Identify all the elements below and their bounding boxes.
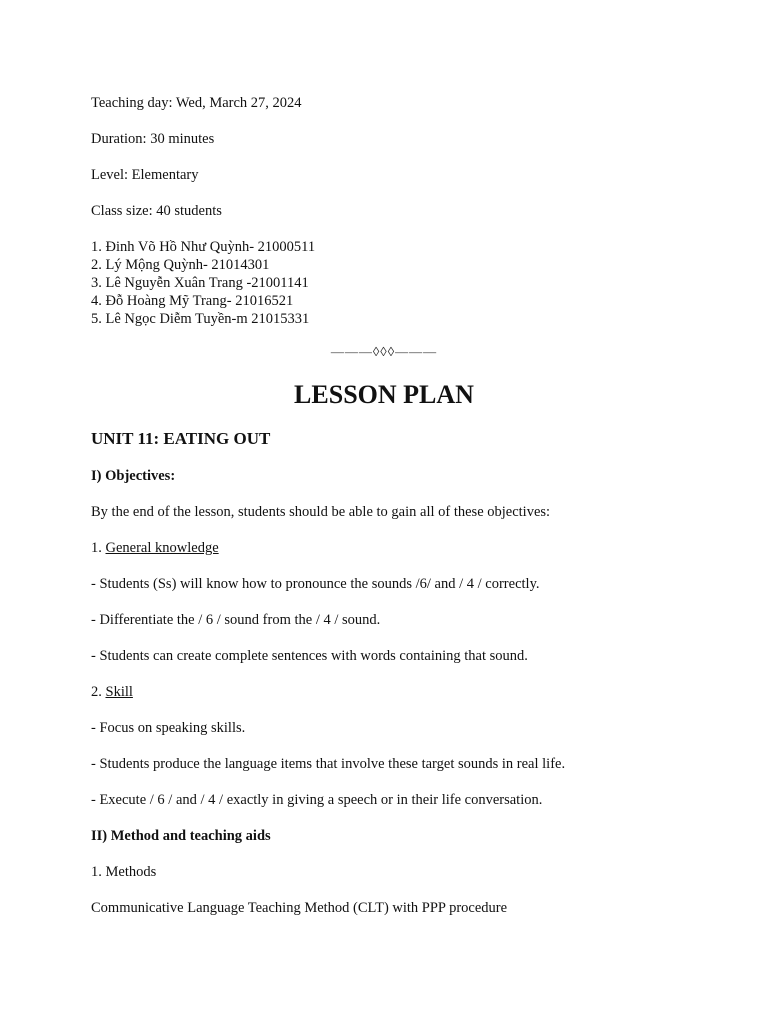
teaching-day: Teaching day: Wed, March 27, 2024 (91, 95, 302, 111)
skill-item: - Students produce the language items that involve these target sounds in real life. (91, 756, 566, 772)
member-item: 5. Lê Ngọc Diễm Tuyền-m 21015331 (91, 311, 310, 327)
general-knowledge-number: 1. (91, 540, 106, 556)
general-knowledge-heading (91, 539, 219, 557)
method-text: Communicative Language Teaching Method (CLT) with PPP procedure (91, 900, 508, 916)
methods-subheading: 1. Methods (91, 864, 157, 880)
member-item: 4. Đỗ Hoàng Mỹ Trang- 21016521 (91, 293, 294, 309)
objectives-intro: By the end of the lesson, students should be able to gain all of these objectives: (91, 504, 551, 520)
objective-item: - Students can create complete sentences with words containing that sound. (91, 648, 528, 664)
method-heading: II) Method and teaching aids (91, 828, 271, 844)
member-item: 3. Lê Nguyễn Xuân Trang -21001141 (91, 275, 309, 291)
skill-label: Skill (105, 684, 133, 700)
level: Level: Elementary (91, 167, 199, 183)
member-item: 1. Đinh Võ Hồ Như Quỳnh- 21000511 (91, 239, 316, 255)
objectives-heading: I) Objectives: (91, 468, 176, 484)
duration: Duration: 30 minutes (91, 131, 215, 147)
objective-item: - Students (Ss) will know how to pronounce the sounds /6/ and / 4 / correctly. (91, 576, 540, 592)
class-size: Class size: 40 students (91, 203, 222, 219)
unit-heading: UNIT 11: EATING OUT (91, 429, 271, 448)
member-item: 2. Lý Mộng Quỳnh- 21014301 (91, 257, 270, 273)
skill-number: 2. (91, 684, 106, 700)
skill-item: - Execute / 6 / and / 4 / exactly in giving a speech or in their life conversation. (91, 792, 543, 808)
objective-item: - Differentiate the / 6 / sound from the / 4 / sound. (91, 612, 381, 628)
skill-item: - Focus on speaking skills. (91, 720, 246, 736)
general-knowledge-label: General knowledge (105, 540, 219, 556)
page-title: LESSON PLAN (294, 380, 474, 409)
ornament-divider: ———◊◊◊——— (330, 344, 438, 359)
skill-heading (91, 683, 133, 701)
